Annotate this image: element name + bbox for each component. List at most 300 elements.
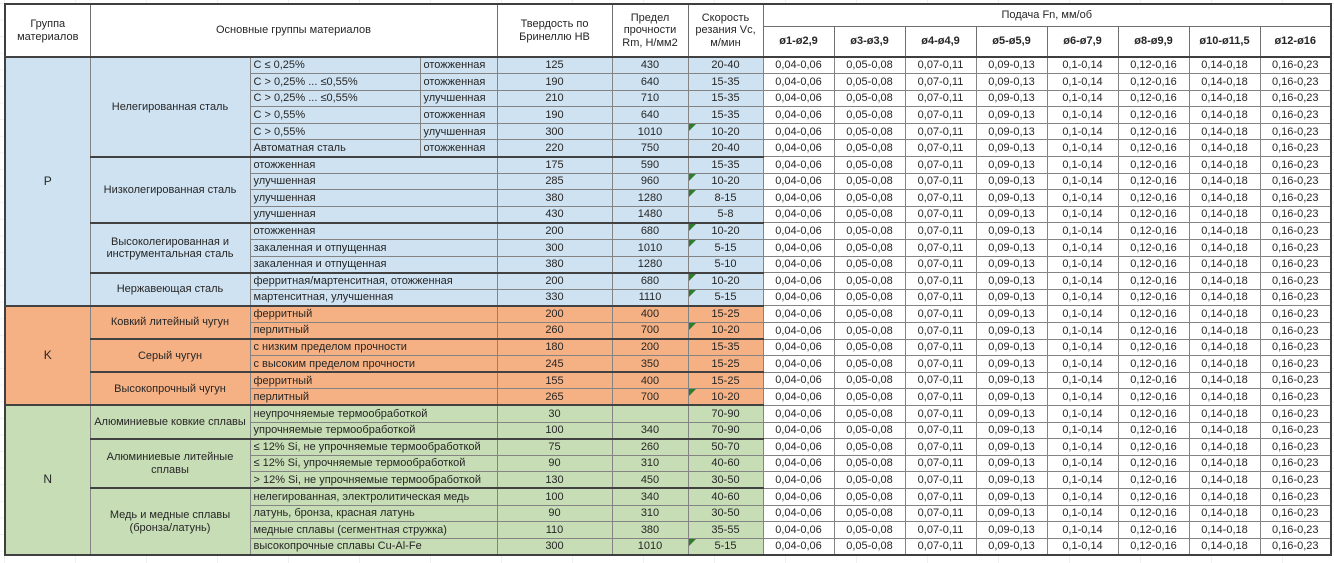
cell-cutting-speed[interactable]: 8-15 [688, 190, 763, 207]
cell-strength[interactable]: 700 [612, 323, 688, 340]
cell-feed-value[interactable]: 0,04-0,06 [763, 289, 834, 306]
cell-cutting-speed[interactable]: 5-8 [688, 206, 763, 223]
cell-strength[interactable]: 260 [612, 439, 688, 456]
cell-hardness[interactable]: 30 [497, 405, 612, 422]
cell-hardness[interactable]: 190 [497, 74, 612, 91]
cell-feed-value[interactable]: 0,09-0,13 [976, 256, 1047, 273]
cell-strength[interactable]: 400 [612, 306, 688, 323]
cell-feed-value[interactable]: 0,12-0,16 [1118, 405, 1189, 422]
cell-material-desc[interactable]: закаленная и отпущенная [250, 256, 497, 273]
cell-feed-value[interactable]: 0,14-0,18 [1189, 57, 1260, 74]
cell-feed-value[interactable]: 0,05-0,08 [834, 256, 905, 273]
cell-feed-value[interactable]: 0,16-0,23 [1260, 190, 1331, 207]
cell-feed-value[interactable]: 0,1-0,14 [1047, 240, 1118, 257]
cell-hardness[interactable]: 130 [497, 472, 612, 489]
cell-feed-value[interactable]: 0,12-0,16 [1118, 273, 1189, 290]
cell-feed-value[interactable]: 0,05-0,08 [834, 472, 905, 489]
cell-material-desc[interactable]: улучшенная [250, 206, 497, 223]
cell-feed-value[interactable]: 0,1-0,14 [1047, 157, 1118, 174]
cell-feed-value[interactable]: 0,04-0,06 [763, 339, 834, 356]
cell-feed-value[interactable]: 0,12-0,16 [1118, 256, 1189, 273]
cell-hardness[interactable]: 75 [497, 439, 612, 456]
cell-feed-value[interactable]: 0,09-0,13 [976, 505, 1047, 522]
cell-hardness[interactable]: 430 [497, 206, 612, 223]
cell-feed-value[interactable]: 0,07-0,11 [905, 123, 976, 140]
cell-feed-value[interactable]: 0,05-0,08 [834, 522, 905, 539]
cell-hardness[interactable]: 200 [497, 306, 612, 323]
cell-feed-value[interactable]: 0,09-0,13 [976, 522, 1047, 539]
cell-feed-value[interactable]: 0,07-0,11 [905, 405, 976, 422]
cell-material-family[interactable]: Высоколегированная и инструментальная сталь [90, 223, 250, 273]
cell-hardness[interactable]: 260 [497, 323, 612, 340]
cell-feed-value[interactable]: 0,12-0,16 [1118, 389, 1189, 406]
cell-feed-value[interactable]: 0,12-0,16 [1118, 173, 1189, 190]
cell-feed-value[interactable]: 0,16-0,23 [1260, 90, 1331, 107]
cell-feed-value[interactable]: 0,14-0,18 [1189, 488, 1260, 505]
cell-strength[interactable]: 700 [612, 389, 688, 406]
cell-material-state[interactable]: отожженная [420, 74, 497, 91]
cell-feed-value[interactable]: 0,05-0,08 [834, 372, 905, 389]
cell-feed-value[interactable]: 0,1-0,14 [1047, 256, 1118, 273]
cell-cutting-speed[interactable]: 5-15 [688, 240, 763, 257]
cell-feed-value[interactable]: 0,07-0,11 [905, 90, 976, 107]
cell-strength[interactable] [612, 405, 688, 422]
cell-feed-value[interactable]: 0,14-0,18 [1189, 157, 1260, 174]
cell-feed-value[interactable]: 0,14-0,18 [1189, 422, 1260, 439]
cell-cutting-speed[interactable]: 15-25 [688, 372, 763, 389]
cell-feed-value[interactable]: 0,1-0,14 [1047, 140, 1118, 157]
cell-feed-value[interactable]: 0,12-0,16 [1118, 90, 1189, 107]
cell-strength[interactable]: 1280 [612, 256, 688, 273]
cell-material-desc[interactable]: ферритный [250, 306, 497, 323]
header-feed[interactable]: Подача Fn, мм/об [763, 4, 1331, 26]
cell-feed-value[interactable]: 0,09-0,13 [976, 339, 1047, 356]
header-diameter-col[interactable]: ø3-ø3,9 [834, 26, 905, 57]
cell-strength[interactable]: 680 [612, 223, 688, 240]
cell-feed-value[interactable]: 0,1-0,14 [1047, 538, 1118, 555]
cell-feed-value[interactable]: 0,05-0,08 [834, 190, 905, 207]
cell-material-desc[interactable]: мартенситная, улучшенная [250, 289, 497, 306]
cell-feed-value[interactable]: 0,12-0,16 [1118, 190, 1189, 207]
cell-material-desc[interactable]: > 12% Si, не упрочняемые термообработкой [250, 472, 497, 489]
cell-feed-value[interactable]: 0,14-0,18 [1189, 140, 1260, 157]
cell-feed-value[interactable]: 0,14-0,18 [1189, 472, 1260, 489]
cell-feed-value[interactable]: 0,05-0,08 [834, 157, 905, 174]
cell-feed-value[interactable]: 0,07-0,11 [905, 439, 976, 456]
cell-hardness[interactable]: 90 [497, 505, 612, 522]
cell-feed-value[interactable]: 0,07-0,11 [905, 339, 976, 356]
cell-feed-value[interactable]: 0,1-0,14 [1047, 522, 1118, 539]
cell-material-family[interactable]: Серый чугун [90, 339, 250, 372]
cell-feed-value[interactable]: 0,12-0,16 [1118, 356, 1189, 373]
cell-feed-value[interactable]: 0,09-0,13 [976, 439, 1047, 456]
cell-material-desc[interactable]: ≤ 12% Si, упрочняемые термообработкой [250, 455, 497, 472]
cell-material-state[interactable]: улучшенная [420, 90, 497, 107]
cell-feed-value[interactable]: 0,14-0,18 [1189, 372, 1260, 389]
cell-feed-value[interactable]: 0,09-0,13 [976, 157, 1047, 174]
header-diameter-col[interactable]: ø4-ø4,9 [905, 26, 976, 57]
cell-feed-value[interactable]: 0,16-0,23 [1260, 389, 1331, 406]
cell-feed-value[interactable]: 0,09-0,13 [976, 289, 1047, 306]
cell-feed-value[interactable]: 0,05-0,08 [834, 323, 905, 340]
cell-feed-value[interactable]: 0,14-0,18 [1189, 405, 1260, 422]
cell-feed-value[interactable]: 0,1-0,14 [1047, 389, 1118, 406]
cell-strength[interactable]: 400 [612, 372, 688, 389]
cell-feed-value[interactable]: 0,05-0,08 [834, 90, 905, 107]
cell-cutting-speed[interactable]: 20-40 [688, 57, 763, 74]
cell-feed-value[interactable]: 0,07-0,11 [905, 140, 976, 157]
cell-feed-value[interactable]: 0,05-0,08 [834, 505, 905, 522]
cell-feed-value[interactable]: 0,1-0,14 [1047, 339, 1118, 356]
cell-feed-value[interactable]: 0,04-0,06 [763, 505, 834, 522]
cell-material-desc[interactable]: с высоким пределом прочности [250, 356, 497, 373]
cell-feed-value[interactable]: 0,05-0,08 [834, 123, 905, 140]
cell-feed-value[interactable]: 0,04-0,06 [763, 173, 834, 190]
cell-feed-value[interactable]: 0,12-0,16 [1118, 57, 1189, 74]
cell-hardness[interactable]: 300 [497, 123, 612, 140]
cell-cutting-speed[interactable]: 5-15 [688, 289, 763, 306]
cell-feed-value[interactable]: 0,07-0,11 [905, 306, 976, 323]
cell-feed-value[interactable]: 0,14-0,18 [1189, 190, 1260, 207]
cell-feed-value[interactable]: 0,14-0,18 [1189, 256, 1260, 273]
cell-material-desc[interactable]: C > 0,25% ... ≤0,55% [250, 74, 420, 91]
cell-hardness[interactable]: 380 [497, 190, 612, 207]
cell-feed-value[interactable]: 0,12-0,16 [1118, 157, 1189, 174]
cell-feed-value[interactable]: 0,09-0,13 [976, 123, 1047, 140]
cell-material-desc[interactable]: высокопрочные сплавы Cu-Al-Fe [250, 538, 497, 555]
cell-cutting-speed[interactable]: 15-35 [688, 90, 763, 107]
cell-feed-value[interactable]: 0,07-0,11 [905, 389, 976, 406]
cell-feed-value[interactable]: 0,07-0,11 [905, 190, 976, 207]
cell-material-desc[interactable]: C > 0,55% [250, 107, 420, 124]
cell-feed-value[interactable]: 0,09-0,13 [976, 488, 1047, 505]
cell-material-desc[interactable]: улучшенная [250, 173, 497, 190]
cell-feed-value[interactable]: 0,1-0,14 [1047, 57, 1118, 74]
cell-feed-value[interactable]: 0,16-0,23 [1260, 74, 1331, 91]
cell-feed-value[interactable]: 0,1-0,14 [1047, 472, 1118, 489]
cell-material-family[interactable]: Нержавеющая сталь [90, 273, 250, 306]
cell-feed-value[interactable]: 0,04-0,06 [763, 422, 834, 439]
cell-material-desc[interactable]: перлитный [250, 389, 497, 406]
cell-feed-value[interactable]: 0,16-0,23 [1260, 323, 1331, 340]
header-material-group[interactable]: Группа материалов [5, 4, 90, 57]
cell-feed-value[interactable]: 0,05-0,08 [834, 389, 905, 406]
cell-feed-value[interactable]: 0,12-0,16 [1118, 339, 1189, 356]
cell-feed-value[interactable]: 0,04-0,06 [763, 455, 834, 472]
cell-feed-value[interactable]: 0,04-0,06 [763, 123, 834, 140]
cell-feed-value[interactable]: 0,12-0,16 [1118, 422, 1189, 439]
cell-feed-value[interactable]: 0,04-0,06 [763, 405, 834, 422]
cell-cutting-speed[interactable]: 5-10 [688, 256, 763, 273]
cell-feed-value[interactable]: 0,05-0,08 [834, 173, 905, 190]
cell-hardness[interactable]: 200 [497, 223, 612, 240]
cell-feed-value[interactable]: 0,16-0,23 [1260, 455, 1331, 472]
cell-strength[interactable]: 710 [612, 90, 688, 107]
cell-hardness[interactable]: 90 [497, 455, 612, 472]
cell-material-state[interactable]: отожженная [420, 107, 497, 124]
cell-feed-value[interactable]: 0,07-0,11 [905, 273, 976, 290]
cell-feed-value[interactable]: 0,16-0,23 [1260, 273, 1331, 290]
cell-feed-value[interactable]: 0,04-0,06 [763, 306, 834, 323]
cell-strength[interactable]: 1010 [612, 538, 688, 555]
cell-material-desc[interactable]: перлитный [250, 323, 497, 340]
cell-feed-value[interactable]: 0,14-0,18 [1189, 273, 1260, 290]
cell-strength[interactable]: 340 [612, 422, 688, 439]
cell-feed-value[interactable]: 0,12-0,16 [1118, 488, 1189, 505]
cell-feed-value[interactable]: 0,1-0,14 [1047, 323, 1118, 340]
cell-cutting-speed[interactable]: 10-20 [688, 123, 763, 140]
cell-feed-value[interactable]: 0,1-0,14 [1047, 74, 1118, 91]
cell-cutting-speed[interactable]: 70-90 [688, 405, 763, 422]
cell-feed-value[interactable]: 0,09-0,13 [976, 422, 1047, 439]
cell-feed-value[interactable]: 0,14-0,18 [1189, 223, 1260, 240]
cell-strength[interactable]: 450 [612, 472, 688, 489]
cell-feed-value[interactable]: 0,05-0,08 [834, 273, 905, 290]
cell-cutting-speed[interactable]: 15-35 [688, 339, 763, 356]
cell-feed-value[interactable]: 0,09-0,13 [976, 90, 1047, 107]
cell-material-desc[interactable]: улучшенная [250, 190, 497, 207]
cell-group-letter-K[interactable]: K [5, 306, 90, 406]
cell-material-family[interactable]: Высокопрочный чугун [90, 372, 250, 405]
cell-strength[interactable]: 1010 [612, 240, 688, 257]
cell-cutting-speed[interactable]: 70-90 [688, 422, 763, 439]
cell-feed-value[interactable]: 0,07-0,11 [905, 240, 976, 257]
cell-feed-value[interactable]: 0,12-0,16 [1118, 107, 1189, 124]
cell-feed-value[interactable]: 0,14-0,18 [1189, 289, 1260, 306]
cell-feed-value[interactable]: 0,16-0,23 [1260, 405, 1331, 422]
cell-feed-value[interactable]: 0,04-0,06 [763, 240, 834, 257]
cell-feed-value[interactable]: 0,09-0,13 [976, 223, 1047, 240]
cell-feed-value[interactable]: 0,04-0,06 [763, 323, 834, 340]
cell-material-desc[interactable]: C > 0,25% ... ≤0,55% [250, 90, 420, 107]
cell-feed-value[interactable]: 0,07-0,11 [905, 488, 976, 505]
cell-feed-value[interactable]: 0,07-0,11 [905, 522, 976, 539]
cell-hardness[interactable]: 175 [497, 157, 612, 174]
cell-feed-value[interactable]: 0,16-0,23 [1260, 107, 1331, 124]
cell-material-state[interactable]: отожженная [420, 140, 497, 157]
cell-feed-value[interactable]: 0,07-0,11 [905, 289, 976, 306]
cell-feed-value[interactable]: 0,07-0,11 [905, 107, 976, 124]
cell-feed-value[interactable]: 0,04-0,06 [763, 439, 834, 456]
cell-feed-value[interactable]: 0,04-0,06 [763, 356, 834, 373]
cell-feed-value[interactable]: 0,04-0,06 [763, 190, 834, 207]
cell-material-desc[interactable]: упрочняемые термообработкой [250, 422, 497, 439]
cell-feed-value[interactable]: 0,16-0,23 [1260, 422, 1331, 439]
cell-feed-value[interactable]: 0,07-0,11 [905, 256, 976, 273]
cell-feed-value[interactable]: 0,12-0,16 [1118, 123, 1189, 140]
cell-feed-value[interactable]: 0,05-0,08 [834, 107, 905, 124]
cell-feed-value[interactable]: 0,09-0,13 [976, 107, 1047, 124]
cell-feed-value[interactable]: 0,07-0,11 [905, 356, 976, 373]
cell-feed-value[interactable]: 0,1-0,14 [1047, 439, 1118, 456]
cell-cutting-speed[interactable]: 15-25 [688, 356, 763, 373]
cell-feed-value[interactable]: 0,09-0,13 [976, 190, 1047, 207]
cell-strength[interactable]: 200 [612, 339, 688, 356]
cell-material-desc[interactable]: отожженная [250, 157, 497, 174]
cell-feed-value[interactable]: 0,07-0,11 [905, 323, 976, 340]
cell-feed-value[interactable]: 0,09-0,13 [976, 74, 1047, 91]
cell-hardness[interactable]: 265 [497, 389, 612, 406]
cell-material-family[interactable]: Алюминиевые литейные сплавы [90, 439, 250, 489]
cell-feed-value[interactable]: 0,07-0,11 [905, 472, 976, 489]
cell-feed-value[interactable]: 0,14-0,18 [1189, 240, 1260, 257]
cell-hardness[interactable]: 210 [497, 90, 612, 107]
cell-strength[interactable]: 380 [612, 522, 688, 539]
cell-feed-value[interactable]: 0,05-0,08 [834, 455, 905, 472]
cell-cutting-speed[interactable]: 5-15 [688, 538, 763, 555]
cell-feed-value[interactable]: 0,09-0,13 [976, 356, 1047, 373]
cell-feed-value[interactable]: 0,05-0,08 [834, 356, 905, 373]
cell-feed-value[interactable]: 0,16-0,23 [1260, 488, 1331, 505]
cell-feed-value[interactable]: 0,16-0,23 [1260, 472, 1331, 489]
cell-strength[interactable]: 640 [612, 107, 688, 124]
cell-feed-value[interactable]: 0,07-0,11 [905, 422, 976, 439]
cell-cutting-speed[interactable]: 10-20 [688, 223, 763, 240]
cell-cutting-speed[interactable]: 30-50 [688, 472, 763, 489]
cell-feed-value[interactable]: 0,12-0,16 [1118, 505, 1189, 522]
cell-feed-value[interactable]: 0,05-0,08 [834, 240, 905, 257]
cell-feed-value[interactable]: 0,16-0,23 [1260, 140, 1331, 157]
cell-feed-value[interactable]: 0,16-0,23 [1260, 372, 1331, 389]
cell-feed-value[interactable]: 0,12-0,16 [1118, 306, 1189, 323]
cell-feed-value[interactable]: 0,07-0,11 [905, 74, 976, 91]
cell-feed-value[interactable]: 0,12-0,16 [1118, 206, 1189, 223]
cell-strength[interactable]: 350 [612, 356, 688, 373]
cell-feed-value[interactable]: 0,14-0,18 [1189, 323, 1260, 340]
cell-strength[interactable]: 750 [612, 140, 688, 157]
cell-feed-value[interactable]: 0,1-0,14 [1047, 107, 1118, 124]
cell-feed-value[interactable]: 0,07-0,11 [905, 206, 976, 223]
cell-material-desc[interactable]: нелегированная, электролитическая медь [250, 488, 497, 505]
cell-feed-value[interactable]: 0,16-0,23 [1260, 439, 1331, 456]
cell-feed-value[interactable]: 0,09-0,13 [976, 57, 1047, 74]
cell-feed-value[interactable]: 0,09-0,13 [976, 389, 1047, 406]
cell-feed-value[interactable]: 0,14-0,18 [1189, 173, 1260, 190]
header-diameter-col[interactable]: ø5-ø5,9 [976, 26, 1047, 57]
cell-feed-value[interactable]: 0,09-0,13 [976, 405, 1047, 422]
cell-cutting-speed[interactable]: 40-60 [688, 455, 763, 472]
cell-feed-value[interactable]: 0,1-0,14 [1047, 190, 1118, 207]
cell-feed-value[interactable]: 0,04-0,06 [763, 223, 834, 240]
cell-feed-value[interactable]: 0,16-0,23 [1260, 240, 1331, 257]
cell-strength[interactable]: 430 [612, 57, 688, 74]
cell-feed-value[interactable]: 0,12-0,16 [1118, 472, 1189, 489]
cell-feed-value[interactable]: 0,09-0,13 [976, 173, 1047, 190]
cell-feed-value[interactable]: 0,04-0,06 [763, 538, 834, 555]
cell-feed-value[interactable]: 0,14-0,18 [1189, 439, 1260, 456]
cell-material-desc[interactable]: закаленная и отпущенная [250, 240, 497, 257]
cell-feed-value[interactable]: 0,09-0,13 [976, 240, 1047, 257]
cell-strength[interactable]: 1280 [612, 190, 688, 207]
cell-hardness[interactable]: 125 [497, 57, 612, 74]
cell-feed-value[interactable]: 0,04-0,06 [763, 57, 834, 74]
cell-feed-value[interactable]: 0,04-0,06 [763, 472, 834, 489]
cell-material-desc[interactable]: C > 0,55% [250, 123, 420, 140]
cell-hardness[interactable]: 155 [497, 372, 612, 389]
cell-material-desc[interactable]: отожженная [250, 223, 497, 240]
cell-feed-value[interactable]: 0,09-0,13 [976, 140, 1047, 157]
cell-feed-value[interactable]: 0,05-0,08 [834, 405, 905, 422]
cell-feed-value[interactable]: 0,16-0,23 [1260, 157, 1331, 174]
cell-feed-value[interactable]: 0,1-0,14 [1047, 372, 1118, 389]
cell-feed-value[interactable]: 0,16-0,23 [1260, 356, 1331, 373]
cell-cutting-speed[interactable]: 10-20 [688, 173, 763, 190]
cell-feed-value[interactable]: 0,12-0,16 [1118, 240, 1189, 257]
cell-strength[interactable]: 680 [612, 273, 688, 290]
cell-cutting-speed[interactable]: 15-35 [688, 107, 763, 124]
cell-material-desc[interactable]: латунь, бронза, красная латунь [250, 505, 497, 522]
cell-cutting-speed[interactable]: 10-20 [688, 389, 763, 406]
cell-hardness[interactable]: 300 [497, 240, 612, 257]
cell-group-letter-P[interactable]: P [5, 57, 90, 306]
cell-material-desc[interactable]: медные сплавы (сегментная стружка) [250, 522, 497, 539]
cell-strength[interactable]: 640 [612, 74, 688, 91]
cell-feed-value[interactable]: 0,12-0,16 [1118, 538, 1189, 555]
cell-strength[interactable]: 1010 [612, 123, 688, 140]
cell-material-desc[interactable]: ≤ 12% Si, не упрочняемые термообработкой [250, 439, 497, 456]
cell-feed-value[interactable]: 0,1-0,14 [1047, 173, 1118, 190]
cell-feed-value[interactable]: 0,1-0,14 [1047, 422, 1118, 439]
cell-cutting-speed[interactable]: 50-70 [688, 439, 763, 456]
cell-feed-value[interactable]: 0,1-0,14 [1047, 306, 1118, 323]
cell-feed-value[interactable]: 0,12-0,16 [1118, 74, 1189, 91]
cell-feed-value[interactable]: 0,12-0,16 [1118, 455, 1189, 472]
cell-feed-value[interactable]: 0,14-0,18 [1189, 455, 1260, 472]
cell-hardness[interactable]: 110 [497, 522, 612, 539]
cell-feed-value[interactable]: 0,1-0,14 [1047, 488, 1118, 505]
cell-feed-value[interactable]: 0,1-0,14 [1047, 505, 1118, 522]
cell-hardness[interactable]: 100 [497, 488, 612, 505]
cell-feed-value[interactable]: 0,09-0,13 [976, 372, 1047, 389]
cell-feed-value[interactable]: 0,14-0,18 [1189, 522, 1260, 539]
header-diameter-col[interactable]: ø10-ø11,5 [1189, 26, 1260, 57]
cell-feed-value[interactable]: 0,12-0,16 [1118, 223, 1189, 240]
cell-feed-value[interactable]: 0,16-0,23 [1260, 206, 1331, 223]
cell-feed-value[interactable]: 0,05-0,08 [834, 488, 905, 505]
cell-feed-value[interactable]: 0,14-0,18 [1189, 74, 1260, 91]
cell-feed-value[interactable]: 0,09-0,13 [976, 306, 1047, 323]
cell-feed-value[interactable]: 0,05-0,08 [834, 223, 905, 240]
cell-feed-value[interactable]: 0,04-0,06 [763, 389, 834, 406]
cell-feed-value[interactable]: 0,07-0,11 [905, 173, 976, 190]
cell-feed-value[interactable]: 0,14-0,18 [1189, 339, 1260, 356]
cell-feed-value[interactable]: 0,14-0,18 [1189, 123, 1260, 140]
header-brinell-hardness[interactable]: Твердость по Бринеллю НВ [497, 4, 612, 57]
cell-material-desc[interactable]: неупрочняемые термообработкой [250, 405, 497, 422]
cell-feed-value[interactable]: 0,12-0,16 [1118, 140, 1189, 157]
cell-material-state[interactable]: улучшенная [420, 123, 497, 140]
cell-cutting-speed[interactable]: 15-35 [688, 157, 763, 174]
cell-feed-value[interactable]: 0,1-0,14 [1047, 356, 1118, 373]
cell-feed-value[interactable]: 0,07-0,11 [905, 157, 976, 174]
cell-hardness[interactable]: 330 [497, 289, 612, 306]
cell-feed-value[interactable]: 0,1-0,14 [1047, 123, 1118, 140]
cell-feed-value[interactable]: 0,16-0,23 [1260, 256, 1331, 273]
header-diameter-col[interactable]: ø6-ø7,9 [1047, 26, 1118, 57]
cell-feed-value[interactable]: 0,16-0,23 [1260, 538, 1331, 555]
cell-feed-value[interactable]: 0,14-0,18 [1189, 505, 1260, 522]
cell-cutting-speed[interactable]: 10-20 [688, 273, 763, 290]
cell-feed-value[interactable]: 0,1-0,14 [1047, 455, 1118, 472]
cell-feed-value[interactable]: 0,16-0,23 [1260, 522, 1331, 539]
cell-feed-value[interactable]: 0,09-0,13 [976, 273, 1047, 290]
cell-feed-value[interactable]: 0,14-0,18 [1189, 538, 1260, 555]
cell-feed-value[interactable]: 0,05-0,08 [834, 439, 905, 456]
cell-feed-value[interactable]: 0,07-0,11 [905, 223, 976, 240]
cell-cutting-speed[interactable]: 40-60 [688, 488, 763, 505]
cell-cutting-speed[interactable]: 30-50 [688, 505, 763, 522]
cell-feed-value[interactable]: 0,12-0,16 [1118, 289, 1189, 306]
